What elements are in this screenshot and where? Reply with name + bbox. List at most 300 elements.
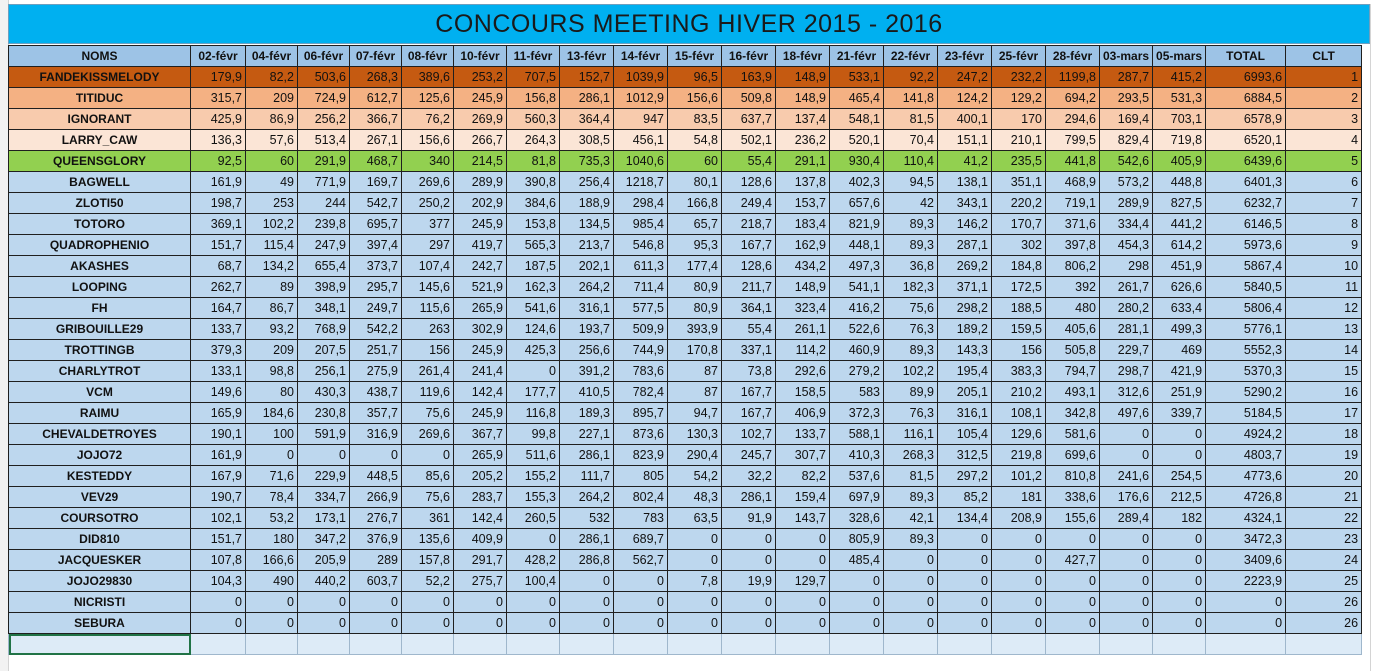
cell-score[interactable]: 76,3: [884, 403, 938, 424]
cell-score[interactable]: 0: [507, 613, 560, 634]
cell-score[interactable]: 114,2: [776, 340, 830, 361]
cell-score[interactable]: 130,3: [668, 424, 722, 445]
cell-score[interactable]: 0: [668, 550, 722, 571]
cell-score[interactable]: 19,9: [722, 571, 776, 592]
cell-score[interactable]: 468,9: [1046, 172, 1100, 193]
cell-score[interactable]: 87: [668, 361, 722, 382]
cell-score[interactable]: 260,5: [507, 508, 560, 529]
cell-score[interactable]: 245,9: [454, 403, 507, 424]
cell-name[interactable]: QUEENSGLORY: [9, 151, 191, 172]
cell-score[interactable]: 694,2: [1046, 88, 1100, 109]
cell-score[interactable]: 138,1: [938, 172, 992, 193]
cell-score[interactable]: 0: [560, 592, 614, 613]
cell-score[interactable]: 398,9: [298, 277, 350, 298]
cell-score[interactable]: 286,1: [560, 529, 614, 550]
cell-name[interactable]: JOJO29830: [9, 571, 191, 592]
empty-cell[interactable]: [1286, 634, 1362, 655]
cell-score[interactable]: 162,9: [776, 235, 830, 256]
cell-score[interactable]: 136,3: [191, 130, 246, 151]
header-date-10[interactable]: 16-févr: [722, 46, 776, 67]
cell-score[interactable]: 264,2: [560, 277, 614, 298]
empty-cell[interactable]: [722, 634, 776, 655]
cell-score[interactable]: 155,3: [507, 487, 560, 508]
cell-score[interactable]: 149,6: [191, 382, 246, 403]
cell-clt[interactable]: 10: [1286, 256, 1362, 277]
cell-score[interactable]: 99,8: [507, 424, 560, 445]
cell-score[interactable]: 0: [1100, 571, 1153, 592]
header-date-18[interactable]: 05-mars: [1153, 46, 1206, 67]
cell-score[interactable]: 454,3: [1100, 235, 1153, 256]
cell-score[interactable]: 0: [454, 613, 507, 634]
cell-score[interactable]: 241,4: [454, 361, 507, 382]
cell-score[interactable]: 689,7: [614, 529, 668, 550]
cell-score[interactable]: 286,1: [722, 487, 776, 508]
cell-score[interactable]: 172,5: [992, 277, 1046, 298]
cell-score[interactable]: 298,4: [614, 193, 668, 214]
cell-score[interactable]: 173,1: [298, 508, 350, 529]
cell-score[interactable]: 0: [938, 571, 992, 592]
cell-score[interactable]: 499,3: [1153, 319, 1206, 340]
cell-score[interactable]: 166,6: [246, 550, 298, 571]
cell-score[interactable]: 95,3: [668, 235, 722, 256]
cell-score[interactable]: 219,8: [992, 445, 1046, 466]
cell-score[interactable]: 213,7: [560, 235, 614, 256]
cell-score[interactable]: 153,8: [507, 214, 560, 235]
cell-score[interactable]: 0: [350, 613, 402, 634]
cell-score[interactable]: 128,6: [722, 256, 776, 277]
cell-score[interactable]: 391,2: [560, 361, 614, 382]
cell-score[interactable]: 245,7: [722, 445, 776, 466]
cell-score[interactable]: 265,9: [454, 298, 507, 319]
cell-score[interactable]: 143,7: [776, 508, 830, 529]
empty-cell[interactable]: [298, 634, 350, 655]
cell-score[interactable]: 410,3: [830, 445, 884, 466]
cell-name[interactable]: VEV29: [9, 487, 191, 508]
cell-score[interactable]: 266,7: [454, 130, 507, 151]
cell-score[interactable]: 302,9: [454, 319, 507, 340]
cell-score[interactable]: 0: [560, 613, 614, 634]
cell-score[interactable]: 655,4: [298, 256, 350, 277]
cell-score[interactable]: 249,4: [722, 193, 776, 214]
cell-score[interactable]: 312,5: [938, 445, 992, 466]
header-date-14[interactable]: 23-févr: [938, 46, 992, 67]
cell-score[interactable]: 416,2: [830, 298, 884, 319]
cell-score[interactable]: 0: [402, 613, 454, 634]
cell-score[interactable]: 91,9: [722, 508, 776, 529]
cell-score[interactable]: 393,9: [668, 319, 722, 340]
cell-total[interactable]: 6520,1: [1206, 130, 1286, 151]
cell-score[interactable]: 371,6: [1046, 214, 1100, 235]
cell-score[interactable]: 86,7: [246, 298, 298, 319]
cell-score[interactable]: 513,4: [298, 130, 350, 151]
cell-score[interactable]: 190,7: [191, 487, 246, 508]
cell-score[interactable]: 0: [884, 550, 938, 571]
cell-score[interactable]: 0: [1100, 424, 1153, 445]
cell-score[interactable]: 128,6: [722, 172, 776, 193]
cell-score[interactable]: 236,2: [776, 130, 830, 151]
cell-score[interactable]: 89,3: [884, 487, 938, 508]
cell-score[interactable]: 48,3: [668, 487, 722, 508]
cell-score[interactable]: 73,8: [722, 361, 776, 382]
cell-score[interactable]: 448,5: [350, 466, 402, 487]
cell-score[interactable]: 161,9: [191, 172, 246, 193]
cell-score[interactable]: 468,7: [350, 151, 402, 172]
cell-score[interactable]: 637,7: [722, 109, 776, 130]
cell-score[interactable]: 210,1: [992, 130, 1046, 151]
cell-score[interactable]: 0: [992, 529, 1046, 550]
cell-total[interactable]: 6146,5: [1206, 214, 1286, 235]
cell-score[interactable]: 703,1: [1153, 109, 1206, 130]
cell-score[interactable]: 7,8: [668, 571, 722, 592]
cell-score[interactable]: 0: [884, 592, 938, 613]
cell-score[interactable]: 227,1: [560, 424, 614, 445]
cell-name[interactable]: GRIBOUILLE29: [9, 319, 191, 340]
cell-score[interactable]: 295,7: [350, 277, 402, 298]
cell-score[interactable]: 266,9: [350, 487, 402, 508]
empty-cell[interactable]: [402, 634, 454, 655]
cell-clt[interactable]: 24: [1286, 550, 1362, 571]
cell-score[interactable]: 134,5: [560, 214, 614, 235]
cell-score[interactable]: 316,1: [560, 298, 614, 319]
cell-score[interactable]: 823,9: [614, 445, 668, 466]
cell-score[interactable]: 0: [776, 529, 830, 550]
cell-score[interactable]: 0: [507, 361, 560, 382]
cell-score[interactable]: 448,8: [1153, 172, 1206, 193]
cell-score[interactable]: 135,6: [402, 529, 454, 550]
cell-name[interactable]: QUADROPHENIO: [9, 235, 191, 256]
cell-score[interactable]: 505,8: [1046, 340, 1100, 361]
cell-score[interactable]: 189,3: [560, 403, 614, 424]
cell-score[interactable]: 283,7: [454, 487, 507, 508]
cell-score[interactable]: 434,2: [776, 256, 830, 277]
cell-score[interactable]: 400,1: [938, 109, 992, 130]
cell-score[interactable]: 211,7: [722, 277, 776, 298]
cell-score[interactable]: 115,4: [246, 235, 298, 256]
cell-score[interactable]: 565,3: [507, 235, 560, 256]
cell-score[interactable]: 0: [191, 592, 246, 613]
cell-score[interactable]: 0: [992, 592, 1046, 613]
cell-score[interactable]: 0: [246, 592, 298, 613]
cell-score[interactable]: 159,4: [776, 487, 830, 508]
header-date-3[interactable]: 07-févr: [350, 46, 402, 67]
cell-clt[interactable]: 15: [1286, 361, 1362, 382]
cell-score[interactable]: 0: [992, 550, 1046, 571]
cell-score[interactable]: 245,9: [454, 214, 507, 235]
cell-score[interactable]: 189,2: [938, 319, 992, 340]
cell-score[interactable]: 541,6: [507, 298, 560, 319]
empty-cell[interactable]: [830, 634, 884, 655]
cell-score[interactable]: 806,2: [1046, 256, 1100, 277]
cell-score[interactable]: 184,8: [992, 256, 1046, 277]
cell-score[interactable]: 209: [246, 340, 298, 361]
cell-score[interactable]: 697,9: [830, 487, 884, 508]
cell-score[interactable]: 205,1: [938, 382, 992, 403]
cell-total[interactable]: 5552,3: [1206, 340, 1286, 361]
cell-score[interactable]: 410,5: [560, 382, 614, 403]
cell-total[interactable]: 6401,3: [1206, 172, 1286, 193]
cell-score[interactable]: 151,1: [938, 130, 992, 151]
cell-name[interactable]: AKASHES: [9, 256, 191, 277]
cell-score[interactable]: 52,2: [402, 571, 454, 592]
cell-score[interactable]: 419,7: [454, 235, 507, 256]
cell-score[interactable]: 0: [246, 613, 298, 634]
cell-score[interactable]: 253: [246, 193, 298, 214]
cell-score[interactable]: 53,2: [246, 508, 298, 529]
cell-score[interactable]: 347,2: [298, 529, 350, 550]
cell-score[interactable]: 338,6: [1046, 487, 1100, 508]
cell-score[interactable]: 101,2: [992, 466, 1046, 487]
cell-score[interactable]: 441,2: [1153, 214, 1206, 235]
cell-score[interactable]: 537,6: [830, 466, 884, 487]
empty-cell[interactable]: [776, 634, 830, 655]
cell-score[interactable]: 182,3: [884, 277, 938, 298]
cell-score[interactable]: 425,3: [507, 340, 560, 361]
cell-score[interactable]: 287,1: [938, 235, 992, 256]
cell-score[interactable]: 82,2: [246, 67, 298, 88]
cell-score[interactable]: 719,8: [1153, 130, 1206, 151]
cell-clt[interactable]: 2: [1286, 88, 1362, 109]
cell-score[interactable]: 451,9: [1153, 256, 1206, 277]
cell-score[interactable]: 86,9: [246, 109, 298, 130]
cell-total[interactable]: 4726,8: [1206, 487, 1286, 508]
header-date-15[interactable]: 25-févr: [992, 46, 1046, 67]
cell-score[interactable]: 802,4: [614, 487, 668, 508]
cell-score[interactable]: 810,8: [1046, 466, 1100, 487]
cell-score[interactable]: 54,2: [668, 466, 722, 487]
cell-score[interactable]: 89,9: [884, 382, 938, 403]
header-date-13[interactable]: 22-févr: [884, 46, 938, 67]
header-total[interactable]: TOTAL: [1206, 46, 1286, 67]
cell-score[interactable]: 371,1: [938, 277, 992, 298]
cell-score[interactable]: 799,5: [1046, 130, 1100, 151]
header-date-11[interactable]: 18-févr: [776, 46, 830, 67]
cell-score[interactable]: 60: [668, 151, 722, 172]
cell-score[interactable]: 102,1: [191, 508, 246, 529]
header-noms[interactable]: NOMS: [9, 46, 191, 67]
cell-score[interactable]: 229,7: [1100, 340, 1153, 361]
cell-score[interactable]: 384,6: [507, 193, 560, 214]
cell-score[interactable]: 573,2: [1100, 172, 1153, 193]
cell-total[interactable]: 5867,4: [1206, 256, 1286, 277]
cell-score[interactable]: 214,5: [454, 151, 507, 172]
cell-score[interactable]: 276,7: [350, 508, 402, 529]
cell-name[interactable]: CHARLYTROT: [9, 361, 191, 382]
cell-score[interactable]: 985,4: [614, 214, 668, 235]
header-clt[interactable]: CLT: [1286, 46, 1362, 67]
cell-score[interactable]: 0: [1153, 529, 1206, 550]
cell-score[interactable]: 176,6: [1100, 487, 1153, 508]
cell-clt[interactable]: 14: [1286, 340, 1362, 361]
cell-score[interactable]: 509,9: [614, 319, 668, 340]
cell-score[interactable]: 156,8: [507, 88, 560, 109]
cell-score[interactable]: 182: [1153, 508, 1206, 529]
cell-score[interactable]: 448,1: [830, 235, 884, 256]
cell-total[interactable]: 5290,2: [1206, 382, 1286, 403]
cell-score[interactable]: 0: [1046, 571, 1100, 592]
cell-name[interactable]: TOTORO: [9, 214, 191, 235]
cell-score[interactable]: 428,2: [507, 550, 560, 571]
cell-score[interactable]: 541,1: [830, 277, 884, 298]
cell-score[interactable]: 165,9: [191, 403, 246, 424]
cell-score[interactable]: 145,6: [402, 277, 454, 298]
cell-score[interactable]: 76,3: [884, 319, 938, 340]
cell-score[interactable]: 110,4: [884, 151, 938, 172]
cell-score[interactable]: 251,9: [1153, 382, 1206, 403]
cell-score[interactable]: 469: [1153, 340, 1206, 361]
cell-score[interactable]: 70,4: [884, 130, 938, 151]
cell-score[interactable]: 342,8: [1046, 403, 1100, 424]
cell-score[interactable]: 148,9: [776, 67, 830, 88]
cell-score[interactable]: 235,5: [992, 151, 1046, 172]
cell-score[interactable]: 268,3: [350, 67, 402, 88]
cell-score[interactable]: 249,7: [350, 298, 402, 319]
cell-score[interactable]: 406,9: [776, 403, 830, 424]
cell-name[interactable]: BAGWELL: [9, 172, 191, 193]
cell-score[interactable]: 0: [1153, 592, 1206, 613]
cell-score[interactable]: 78,4: [246, 487, 298, 508]
cell-score[interactable]: 357,7: [350, 403, 402, 424]
cell-score[interactable]: 707,5: [507, 67, 560, 88]
cell-clt[interactable]: 7: [1286, 193, 1362, 214]
cell-score[interactable]: 497,6: [1100, 403, 1153, 424]
cell-score[interactable]: 348,1: [298, 298, 350, 319]
cell-score[interactable]: 187,5: [507, 256, 560, 277]
cell-score[interactable]: 614,2: [1153, 235, 1206, 256]
cell-score[interactable]: 92,2: [884, 67, 938, 88]
cell-score[interactable]: 93,2: [246, 319, 298, 340]
cell-score[interactable]: 244: [298, 193, 350, 214]
cell-score[interactable]: 390,8: [507, 172, 560, 193]
cell-score[interactable]: 328,6: [830, 508, 884, 529]
cell-score[interactable]: 286,1: [560, 445, 614, 466]
cell-score[interactable]: 253,2: [454, 67, 507, 88]
cell-score[interactable]: 263: [402, 319, 454, 340]
cell-score[interactable]: 256,1: [298, 361, 350, 382]
header-date-4[interactable]: 08-févr: [402, 46, 454, 67]
cell-total[interactable]: 5184,5: [1206, 403, 1286, 424]
cell-clt[interactable]: 11: [1286, 277, 1362, 298]
cell-score[interactable]: 265,9: [454, 445, 507, 466]
cell-score[interactable]: 0: [722, 550, 776, 571]
cell-score[interactable]: 279,2: [830, 361, 884, 382]
header-date-0[interactable]: 02-févr: [191, 46, 246, 67]
cell-score[interactable]: 75,6: [402, 487, 454, 508]
cell-score[interactable]: 75,6: [884, 298, 938, 319]
cell-score[interactable]: 0: [507, 529, 560, 550]
cell-score[interactable]: 383,3: [992, 361, 1046, 382]
cell-score[interactable]: 167,7: [722, 235, 776, 256]
cell-score[interactable]: 373,7: [350, 256, 402, 277]
cell-score[interactable]: 169,7: [350, 172, 402, 193]
cell-score[interactable]: 36,8: [884, 256, 938, 277]
cell-score[interactable]: 0: [938, 613, 992, 634]
cell-score[interactable]: 369,1: [191, 214, 246, 235]
cell-score[interactable]: 0: [830, 571, 884, 592]
cell-total[interactable]: 2223,9: [1206, 571, 1286, 592]
cell-score[interactable]: 180: [246, 529, 298, 550]
cell-score[interactable]: 143,3: [938, 340, 992, 361]
cell-score[interactable]: 719,1: [1046, 193, 1100, 214]
cell-score[interactable]: 548,1: [830, 109, 884, 130]
cell-score[interactable]: 307,7: [776, 445, 830, 466]
cell-score[interactable]: 0: [1100, 613, 1153, 634]
cell-score[interactable]: 0: [507, 592, 560, 613]
cell-score[interactable]: 0: [1153, 424, 1206, 445]
cell-score[interactable]: 85,2: [938, 487, 992, 508]
cell-score[interactable]: 177,7: [507, 382, 560, 403]
cell-score[interactable]: 133,1: [191, 361, 246, 382]
cell-score[interactable]: 895,7: [614, 403, 668, 424]
cell-score[interactable]: 699,6: [1046, 445, 1100, 466]
cell-score[interactable]: 65,7: [668, 214, 722, 235]
cell-score[interactable]: 275,7: [454, 571, 507, 592]
cell-score[interactable]: 85,6: [402, 466, 454, 487]
cell-score[interactable]: 0: [938, 550, 992, 571]
cell-total[interactable]: 6578,9: [1206, 109, 1286, 130]
cell-score[interactable]: 1199,8: [1046, 67, 1100, 88]
cell-score[interactable]: 291,9: [298, 151, 350, 172]
cell-score[interactable]: 129,7: [776, 571, 830, 592]
cell-score[interactable]: 111,7: [560, 466, 614, 487]
cell-score[interactable]: 0: [776, 613, 830, 634]
cell-score[interactable]: 361: [402, 508, 454, 529]
cell-score[interactable]: 261,4: [402, 361, 454, 382]
cell-score[interactable]: 782,4: [614, 382, 668, 403]
cell-score[interactable]: 405,9: [1153, 151, 1206, 172]
header-date-12[interactable]: 21-févr: [830, 46, 884, 67]
cell-score[interactable]: 157,8: [402, 550, 454, 571]
cell-score[interactable]: 343,1: [938, 193, 992, 214]
cell-score[interactable]: 542,2: [350, 319, 402, 340]
cell-score[interactable]: 0: [938, 592, 992, 613]
cell-score[interactable]: 133,7: [191, 319, 246, 340]
cell-score[interactable]: 298,7: [1100, 361, 1153, 382]
cell-score[interactable]: 0: [884, 613, 938, 634]
cell-score[interactable]: 275,9: [350, 361, 402, 382]
cell-score[interactable]: 0: [246, 445, 298, 466]
cell-score[interactable]: 156,6: [402, 130, 454, 151]
cell-score[interactable]: 379,3: [191, 340, 246, 361]
cell-score[interactable]: 532: [560, 508, 614, 529]
cell-score[interactable]: 0: [722, 613, 776, 634]
cell-score[interactable]: 633,4: [1153, 298, 1206, 319]
cell-score[interactable]: 783,6: [614, 361, 668, 382]
cell-score[interactable]: 94,5: [884, 172, 938, 193]
cell-score[interactable]: 805,9: [830, 529, 884, 550]
cell-score[interactable]: 105,4: [938, 424, 992, 445]
cell-score[interactable]: 155,6: [1046, 508, 1100, 529]
cell-name[interactable]: FANDEKISSMELODY: [9, 67, 191, 88]
cell-score[interactable]: 577,5: [614, 298, 668, 319]
cell-score[interactable]: 250,2: [402, 193, 454, 214]
cell-score[interactable]: 156,6: [668, 88, 722, 109]
cell-score[interactable]: 0: [614, 571, 668, 592]
cell-name[interactable]: TITIDUC: [9, 88, 191, 109]
cell-score[interactable]: 0: [776, 592, 830, 613]
cell-score[interactable]: 0: [1100, 592, 1153, 613]
cell-score[interactable]: 603,7: [350, 571, 402, 592]
cell-name[interactable]: LOOPING: [9, 277, 191, 298]
cell-score[interactable]: 156: [992, 340, 1046, 361]
cell-score[interactable]: 81,5: [884, 466, 938, 487]
cell-score[interactable]: 376,9: [350, 529, 402, 550]
cell-score[interactable]: 421,9: [1153, 361, 1206, 382]
cell-score[interactable]: 0: [776, 550, 830, 571]
cell-clt[interactable]: 16: [1286, 382, 1362, 403]
cell-score[interactable]: 456,1: [614, 130, 668, 151]
cell-clt[interactable]: 17: [1286, 403, 1362, 424]
cell-score[interactable]: 229,9: [298, 466, 350, 487]
